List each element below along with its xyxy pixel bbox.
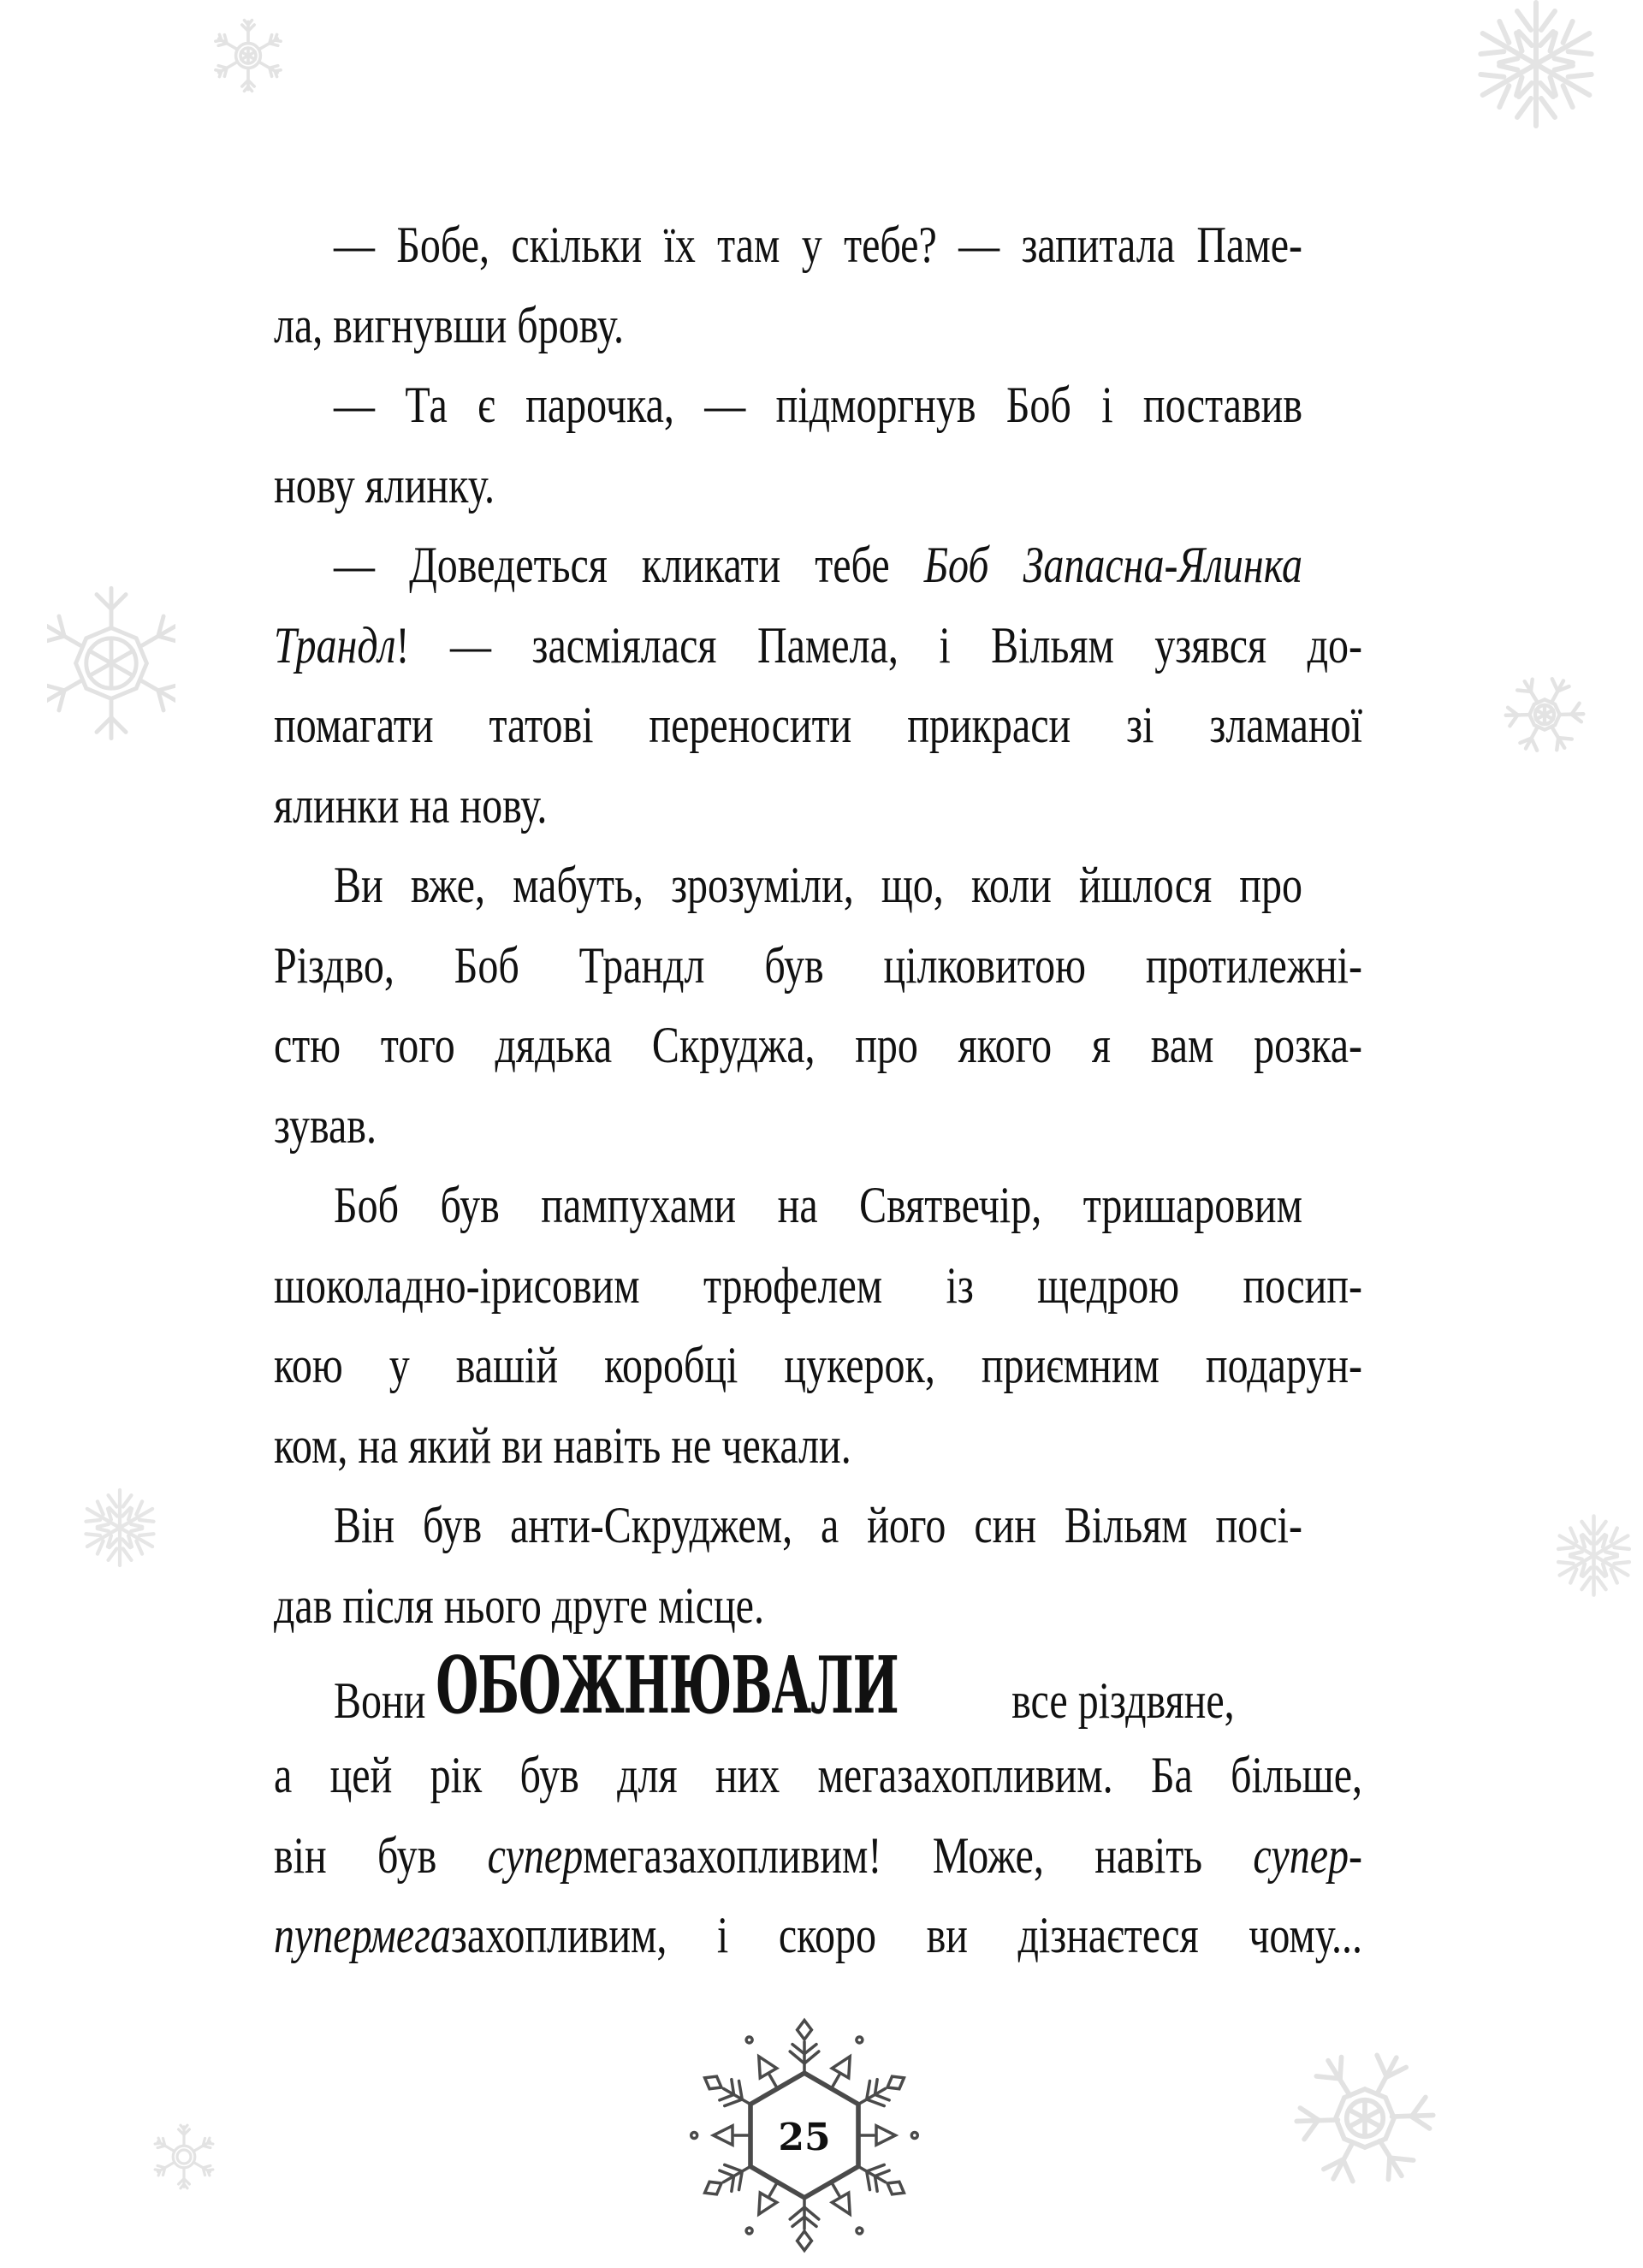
- snowflake-icon: [210, 17, 287, 94]
- text-line: Боб був пампухами на Святвечір, тришаровим: [334, 1177, 1302, 1233]
- text-line: кою у вашій коробці цукерок, приємним подарун-: [274, 1337, 1362, 1393]
- snowflake-icon: [73, 1481, 167, 1575]
- snowflake-icon: [1498, 668, 1592, 762]
- text-line: дав після нього друге місце.: [274, 1576, 764, 1634]
- page-number: 25: [778, 2115, 831, 2159]
- text-line: Він був анти-Скруджем, а його син Вільям посі-: [334, 1497, 1302, 1553]
- text-line: ялинки на нову.: [274, 776, 548, 834]
- text-line: нову ялинку.: [274, 456, 495, 514]
- emphasis-word: ОБОЖНЮВАЛИ: [436, 1639, 899, 1731]
- text-line: — Бобе, скільки їх там у тебе? — запитала Паме-: [334, 217, 1302, 273]
- text-line: шоколадно-ірисовим трюфелем із щедрою посип-: [274, 1256, 1362, 1314]
- snowflake-icon: [1459, 0, 1613, 128]
- snowflake-icon: [47, 582, 175, 745]
- text-line: Вони ОБОЖНЮВАЛИ все різдвяне,: [334, 1639, 1235, 1731]
- text-line: ком, на який ви навіть не чекали.: [274, 1416, 851, 1474]
- italic-name: Трандл: [274, 616, 396, 674]
- text-line: — Та є парочка, — підморгнув Боб і поставив: [334, 377, 1302, 433]
- page-number-badge: [685, 2016, 924, 2255]
- text-line: він був супермегазахопливим! Може, навіть супер-: [274, 1826, 1362, 1884]
- text-line: помагати татові переносити прикраси зі зламаної: [274, 697, 1362, 753]
- text-line: пупермегазахопливим, і скоро ви дізнаєтеся чому...: [274, 1907, 1363, 1963]
- body-text: [274, 205, 1362, 1976]
- text-line: Трандл! — засміялася Памела, і Вільям узявся до-: [274, 616, 1362, 674]
- snowflake-icon: [1545, 1506, 1643, 1605]
- text-line: зував.: [274, 1096, 377, 1154]
- snowflake-icon: [150, 2123, 218, 2191]
- text-line: — Доведеться кликати тебе Боб Запасна-Ялинка: [334, 537, 1302, 593]
- text-line: ла, вигнувши брову.: [274, 296, 624, 353]
- italic-name: Боб Запасна-Ялинка: [923, 537, 1302, 593]
- text-line: стю того дядька Скруджа, про якого я вам розка-: [274, 1017, 1362, 1073]
- text-line: а цей рік був для них мегазахопливим. Ба більше,: [274, 1747, 1362, 1803]
- text-line: Ви вже, мабуть, зрозуміли, що, коли йшлося про: [334, 857, 1302, 913]
- snowflake-icon: [1292, 2045, 1438, 2191]
- text-line: Різдво, Боб Трандл був цілковитою протилежні-: [274, 936, 1362, 994]
